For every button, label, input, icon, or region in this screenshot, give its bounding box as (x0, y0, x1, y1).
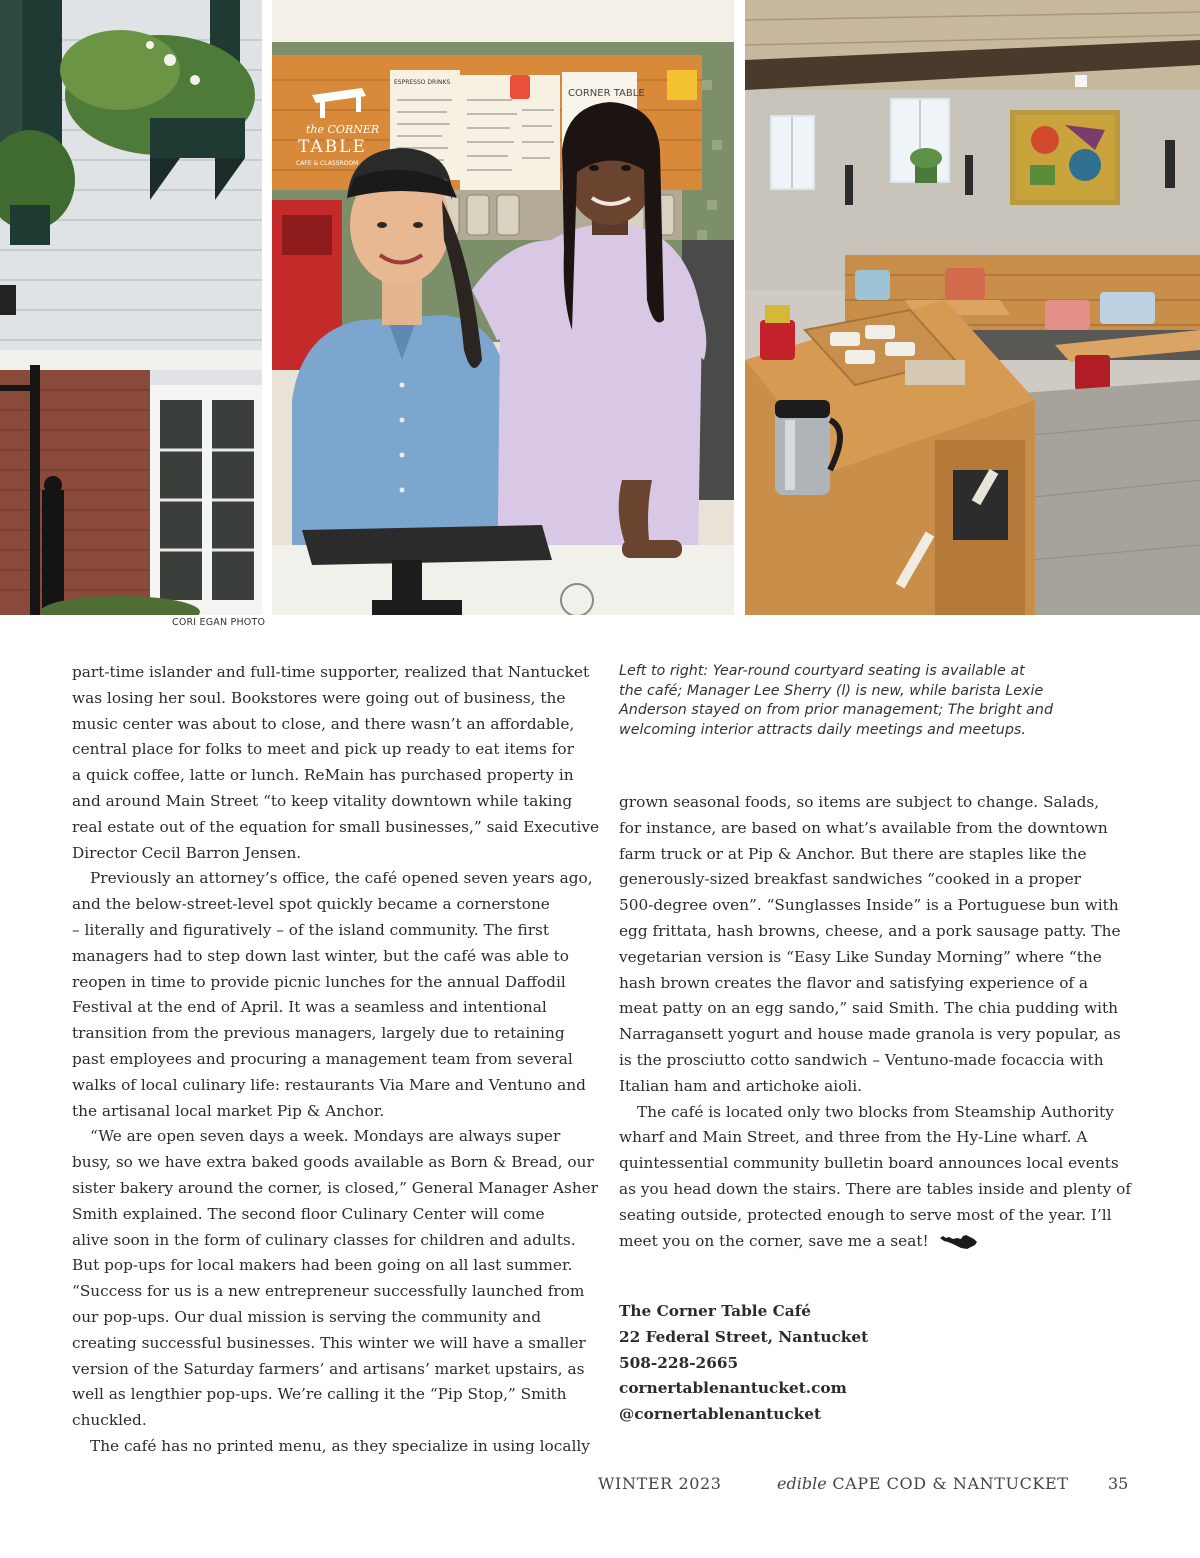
article-line-text: chuckled. (72, 1411, 147, 1430)
courtyard-photo-illustration (0, 0, 262, 615)
article-line-text: a quick coffee, latte or lunch. ReMain has purchased property in (72, 766, 574, 785)
business-website[interactable]: cornertablenantucket.com (619, 1379, 847, 1398)
article-line (619, 945, 1139, 971)
article-line-text: “We are open seven days a week. Mondays are always super (90, 1127, 561, 1146)
article-line (619, 996, 1139, 1022)
staff-photo-illustration (272, 0, 734, 615)
article-line-text: seating outside, protected enough to serve most of the year. I’ll (619, 1205, 1112, 1224)
nantucket-island-icon (939, 1230, 979, 1252)
article-line-text: The café is located only two blocks from Steamship Authority (637, 1102, 1114, 1121)
article-line-text: managers had to step down last winter, but the café was able to (72, 946, 569, 965)
sign-line2: TABLE (298, 137, 367, 157)
article-line (619, 1125, 1139, 1151)
article-line (72, 712, 592, 738)
article-line (72, 763, 592, 789)
sign-line3: CAFE & CLASSROOM (296, 160, 359, 167)
menu-board-heading: ESPRESSO DRINKS (394, 79, 451, 86)
article-line (619, 842, 1139, 868)
article-line (619, 1151, 1139, 1177)
article-line (619, 1100, 1139, 1126)
article-line-text: and around Main Street “to keep vitality downtown while taking (72, 791, 573, 810)
article-line (72, 1047, 592, 1073)
caption-line: Anderson stayed on from prior management; The bright and (619, 702, 1054, 719)
article-line-text: generously-sized breakfast sandwiches “cooked in a proper (619, 870, 1081, 889)
article-left-column (72, 660, 600, 1460)
business-address: 22 Federal Street, Nantucket (619, 1327, 869, 1346)
article-line (72, 789, 592, 815)
article-line-text: well as lengthier pop-ups. We’re calling it the “Pip Stop,” Smith (72, 1385, 567, 1404)
article-line (619, 867, 1139, 893)
article-line (72, 1357, 592, 1383)
article-line-text: egg frittata, hash browns, cheese, and a pork sausage patty. The (619, 921, 1121, 940)
article-line-text: 500-degree oven”. “Sunglasses Inside” is a Portuguese bun with (619, 896, 1119, 915)
article-line (72, 1279, 592, 1305)
article-line (72, 1021, 592, 1047)
article-line-text: Narragansett yogurt and house made granola is very popular, as (619, 1025, 1121, 1044)
article-line (619, 893, 1139, 919)
menu-board-title: CORNER TABLE (568, 88, 645, 99)
article-line-text: farm truck or at Pip & Anchor. But there are staples like the (619, 844, 1087, 863)
article-line-text: version of the Saturday farmers’ and artisans’ market upstairs, as (72, 1359, 585, 1378)
article-line-text: is the prosciutto cotto sandwich – Ventuno-made focaccia with (619, 1050, 1104, 1069)
footer-issue: WINTER 2023 (598, 1474, 722, 1493)
business-info-box (619, 1299, 868, 1428)
article-line (72, 866, 592, 892)
article-line (72, 1253, 592, 1279)
article-line (72, 841, 592, 867)
article-line-text: meet you on the corner, save me a seat! (619, 1231, 929, 1250)
article-line-text: sister bakery around the corner, is closed,” General Manager Asher (72, 1178, 599, 1197)
article-line (72, 686, 592, 712)
article-line-text: busy, so we have extra baked goods available as Born & Bread, our (72, 1153, 594, 1172)
caption-line: Left to right: Year-round courtyard seating is available at (619, 663, 1025, 679)
article-line (72, 1305, 592, 1331)
article-line (72, 1382, 592, 1408)
caption-line: welcoming interior attracts daily meetings and meetups. (619, 721, 1026, 738)
article-line-text: “Success for us is a new entrepreneur successfully launched from (72, 1282, 585, 1301)
article-line-text: central place for folks to meet and pick up ready to eat items for (72, 740, 574, 759)
article-line-text: transition from the previous managers, largely due to retaining (72, 1024, 565, 1043)
footer-magazine-name (777, 1474, 1069, 1493)
article-line-text: Director Cecil Barron Jensen. (72, 843, 302, 862)
article-line (619, 971, 1139, 997)
article-line-text: was losing her soul. Bookstores were going out of business, the (72, 688, 566, 707)
photo-courtyard-exterior (0, 0, 262, 615)
article-line-text: wharf and Main Street, and three from the Hy-Line wharf. A (619, 1128, 1088, 1147)
article-line (619, 919, 1139, 945)
article-line (72, 1434, 592, 1460)
article-line (72, 1408, 592, 1434)
article-line-text: real estate out of the equation for small businesses,” said Executive (72, 817, 600, 836)
article-line (72, 1202, 592, 1228)
article-line (72, 1099, 592, 1125)
article-line (72, 1073, 592, 1099)
article-line-text: quintessential community bulletin board announces local events (619, 1154, 1119, 1173)
caption-line: the café; Manager Lee Sherry (l) is new, while barista Lexie (619, 682, 1044, 699)
article-line-text: the artisanal local market Pip & Anchor. (72, 1101, 385, 1120)
article-line-text: Smith explained. The second floor Culinary Center will come (72, 1204, 545, 1223)
photo-caption (619, 662, 1139, 740)
article-line (72, 1176, 599, 1202)
magazine-rest: CAPE COD & NANTUCKET (832, 1474, 1069, 1493)
article-line-text: walks of local culinary life: restaurants Via Mare and Ventuno and (72, 1075, 586, 1094)
photo-credit: CORI EGAN PHOTO (172, 617, 266, 628)
article-line (619, 1229, 1139, 1255)
article-line-text: Previously an attorney’s office, the café opened seven years ago, (90, 869, 593, 888)
photo-staff-at-counter (272, 0, 734, 615)
article-line (619, 816, 1139, 842)
article-line (619, 790, 1139, 816)
article-line (619, 1203, 1139, 1229)
article-line (619, 1022, 1139, 1048)
article-line-text: Festival at the end of April. It was a seamless and intentional (72, 998, 547, 1017)
article-line-text: as you head down the stairs. There are tables inside and plenty of (619, 1179, 1132, 1198)
article-line (72, 1150, 592, 1176)
article-line-text: music center was about to close, and there wasn’t an affordable, (72, 714, 575, 733)
article-line-text: hash brown creates the flavor and satisfying experience of a (619, 973, 1089, 992)
article-line-text: creating successful businesses. This winter we will have a smaller (72, 1333, 586, 1352)
article-right-column (619, 790, 1139, 1254)
article-line-text: for instance, are based on what’s available from the downtown (619, 818, 1108, 837)
article-line (72, 944, 592, 970)
article-line (72, 995, 592, 1021)
sign-line1: the CORNER (306, 123, 380, 136)
article-line-text: – literally and figuratively – of the island community. The first (72, 920, 550, 939)
article-line (72, 737, 592, 763)
article-line-text: vegetarian version is “Easy Like Sunday Morning” where “the (619, 947, 1102, 966)
article-line (619, 1074, 1139, 1100)
magazine-edible: edible (777, 1474, 827, 1493)
article-line-text: grown seasonal foods, so items are subject to change. Salads, (619, 793, 1100, 811)
article-line (72, 970, 592, 996)
article-line-text: past employees and procuring a management team from several (72, 1049, 573, 1068)
article-line (619, 1048, 1139, 1074)
article-line-text: But pop-ups for local makers had been going on all last summer. (72, 1256, 573, 1275)
article-line (72, 815, 600, 841)
article-line-text: reopen in time to provide picnic lunches for the annual Daffodil (72, 972, 566, 991)
article-line-text: meat patty on an egg sando,” said Smith. The chia pudding with (619, 999, 1119, 1018)
business-name: The Corner Table Café (619, 1302, 812, 1320)
article-line (72, 660, 592, 686)
article-line-text: and the below-street-level spot quickly became a cornerstone (72, 895, 550, 914)
article-line-text: alive soon in the form of culinary classes for children and adults. (72, 1230, 576, 1249)
article-line (72, 1331, 592, 1357)
article-line (72, 1124, 592, 1150)
article-line (72, 1228, 592, 1254)
article-line (72, 892, 592, 918)
photo-cafe-interior (745, 0, 1200, 615)
page-number: 35 (1108, 1474, 1129, 1493)
business-social-handle[interactable]: @cornertablenantucket (619, 1405, 822, 1424)
article-line (619, 1177, 1139, 1203)
article-line-text: The café has no printed menu, as they specialize in using locally (90, 1436, 590, 1455)
interior-photo-illustration (745, 0, 1200, 615)
business-phone: 508-228-2665 (619, 1353, 739, 1372)
article-line-text: our pop-ups. Our dual mission is serving the community and (72, 1307, 541, 1326)
article-line (72, 918, 592, 944)
article-line-text: part-time islander and full-time supporter, realized that Nantucket (72, 663, 590, 681)
article-line-text: Italian ham and artichoke aioli. (619, 1076, 863, 1095)
